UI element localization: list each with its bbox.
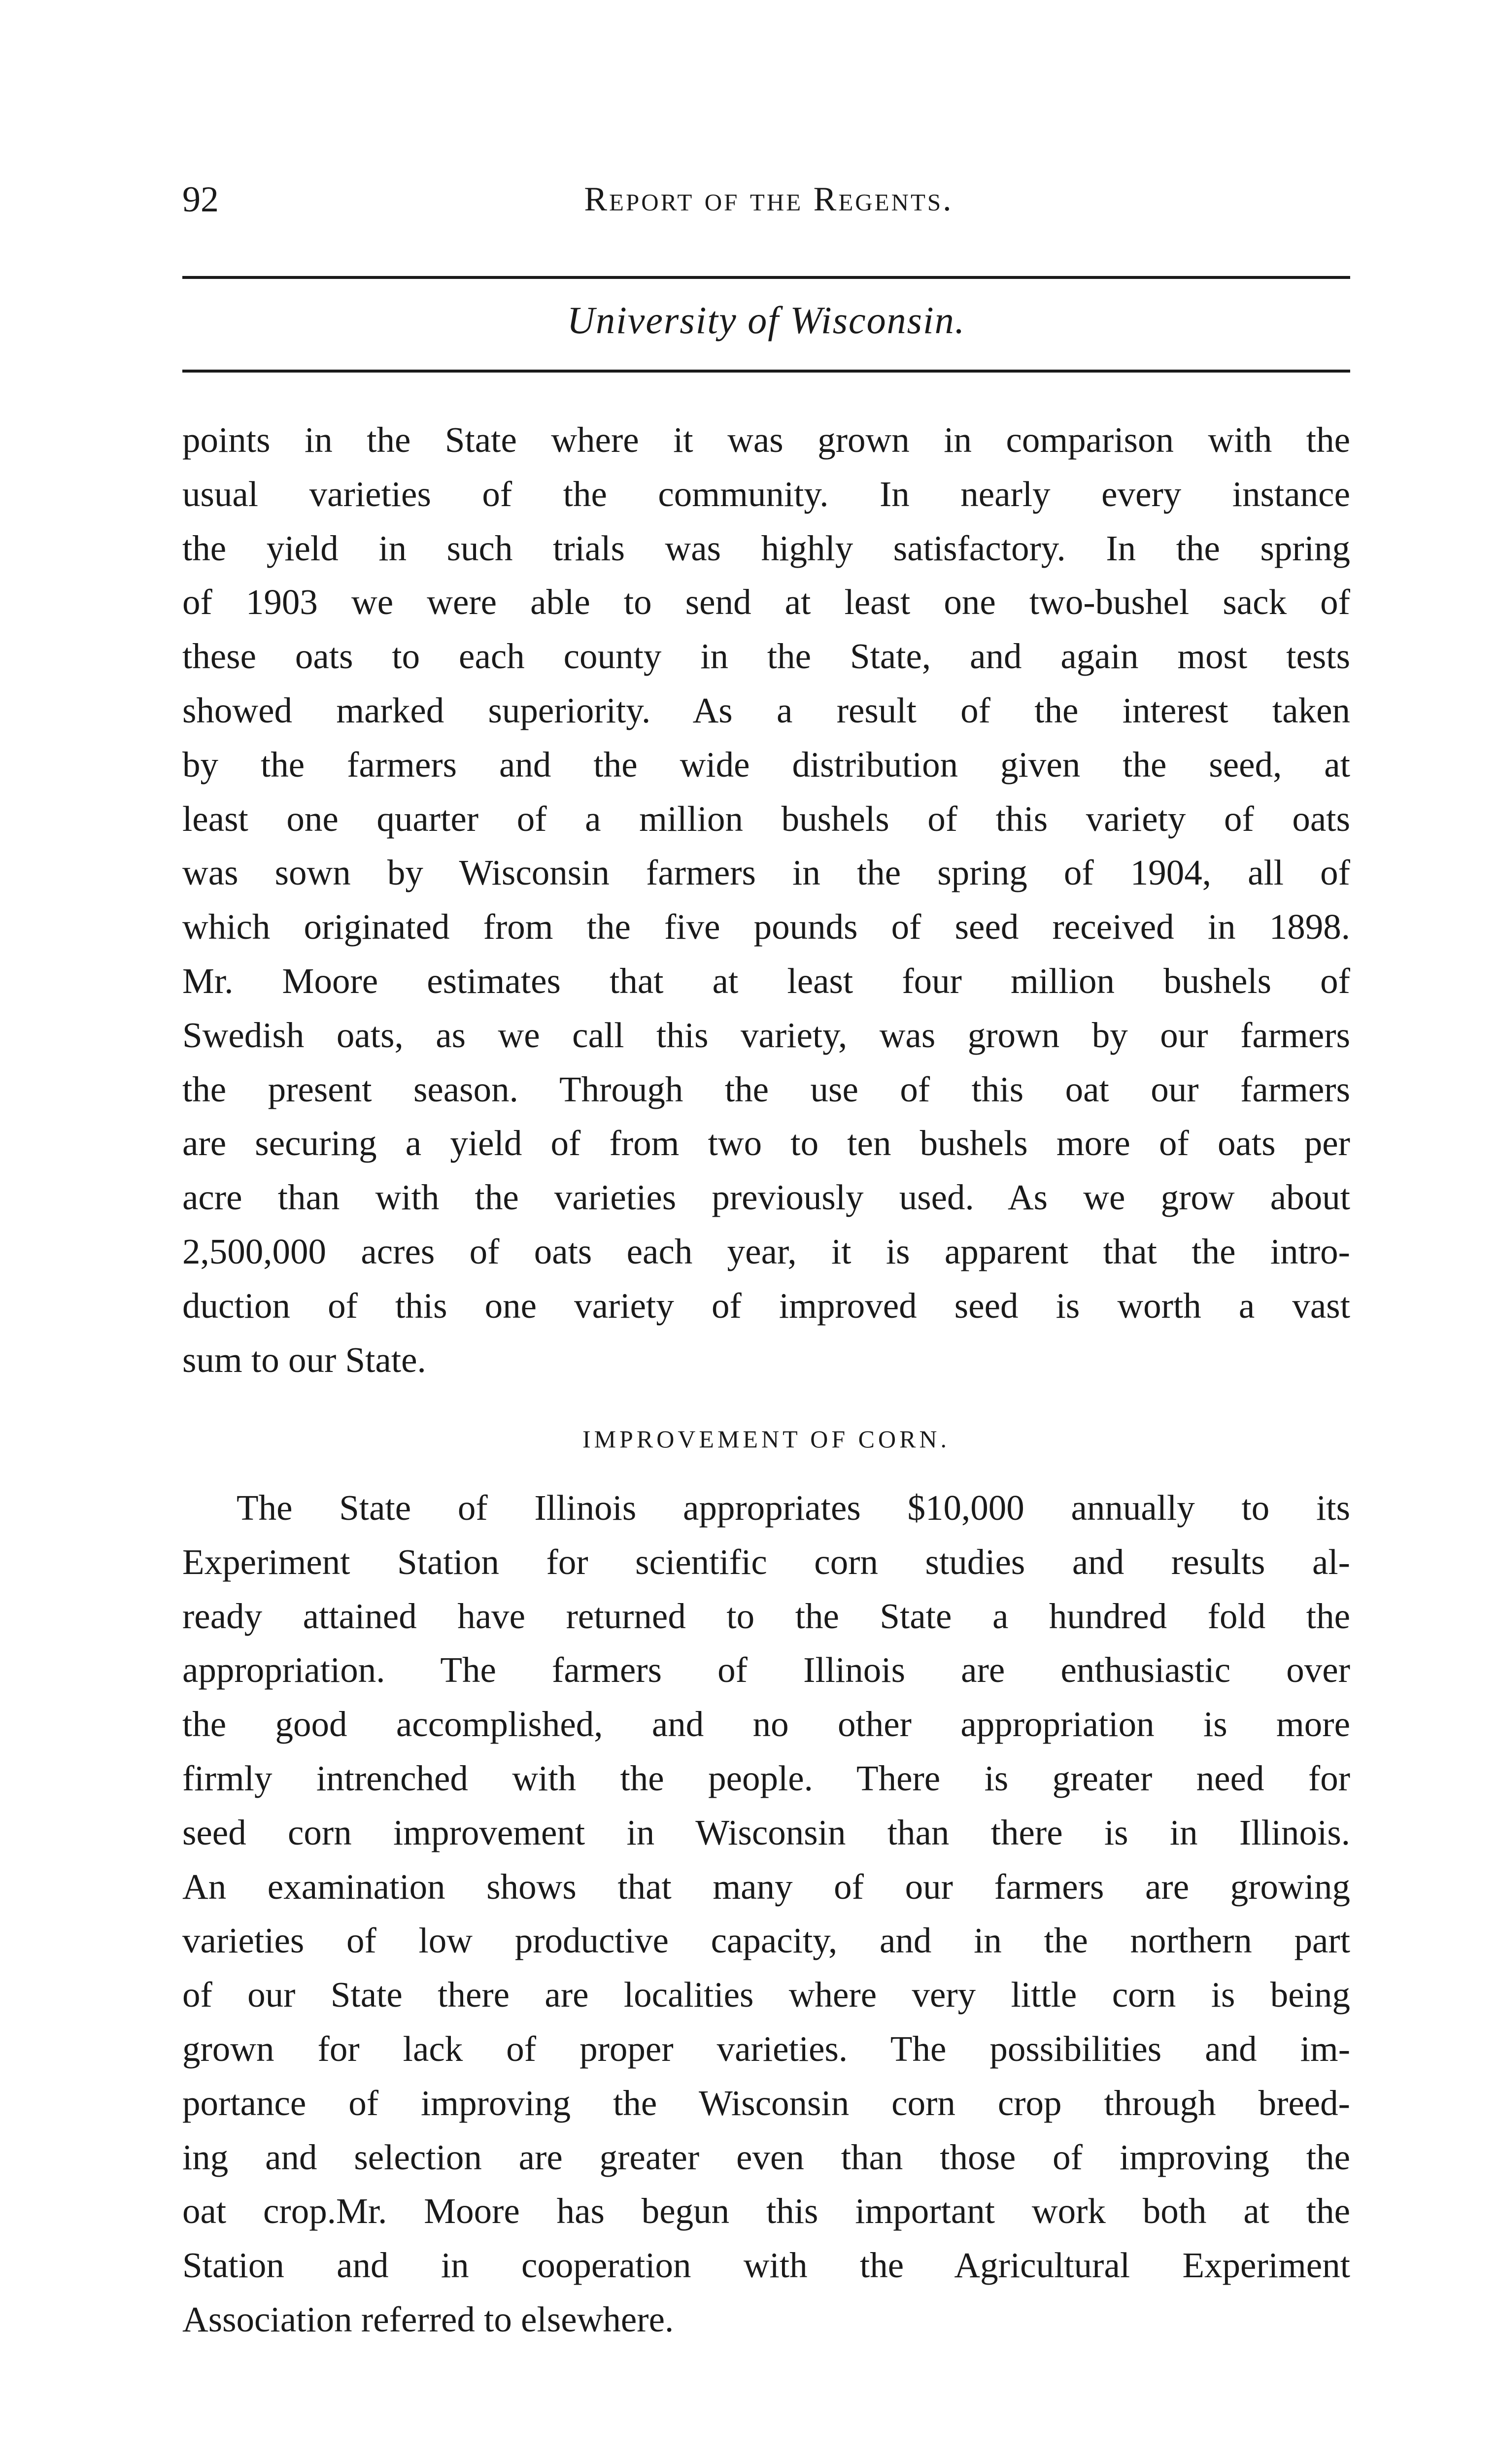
page-header — [182, 175, 1355, 224]
text-line: An examination shows that many of our farmers are growing — [182, 1866, 1350, 1907]
text-line: 2,500,000 acres of oats each year, it is apparent that the intro- — [182, 1231, 1350, 1271]
text-line: which originated from the five pounds of seed received in 1898. — [182, 907, 1350, 947]
text-line: Station and in cooperation with the Agricultural Experiment — [182, 2245, 1350, 2286]
running-head: Report of the Regents. — [584, 180, 953, 218]
text-line: seed corn improvement in Wisconsin than there is in Illinois. — [182, 1812, 1350, 1852]
text-line: Association referred to elsewhere. — [182, 2299, 674, 2339]
paragraph-corn — [182, 1481, 1350, 2347]
text-line: ready attained have returned to the State a hundred fold the — [182, 1596, 1350, 1636]
text-line: was sown by Wisconsin farmers in the spring of 1904, all of — [182, 853, 1350, 893]
text-line: varieties of low productive capacity, and in the northern part — [182, 1920, 1350, 1961]
text-line: are securing a yield of from two to ten bushels more of oats per — [182, 1123, 1350, 1164]
header-rule-bottom — [182, 370, 1350, 373]
text-line: Mr. Moore estimates that at least four million bushels of — [182, 960, 1350, 1001]
text-line: the present season. Through the use of this oat our farmers — [182, 1069, 1350, 1109]
text-line: sum to our State. — [182, 1339, 426, 1380]
subtitle: University of Wisconsin. — [567, 299, 966, 342]
text-line: the good accomplished, and no other appropriation is more — [182, 1704, 1350, 1745]
text-line: firmly intrenched with the people. There is greater need for — [182, 1758, 1350, 1798]
text-line: of our State there are localities where very little corn is being — [182, 1975, 1350, 2015]
paragraph-oats — [182, 413, 1350, 1387]
text-line: the yield in such trials was highly satisfactory. In the spring — [182, 528, 1350, 568]
text-line: duction of this one variety of improved seed is worth a vast — [182, 1285, 1350, 1326]
text-line: grown for lack of proper varieties. The possibilities and im- — [182, 2028, 1350, 2069]
section-heading: IMPROVEMENT OF CORN. — [582, 1425, 951, 1453]
text-line: by the farmers and the wide distribution given the seed, at — [182, 744, 1350, 785]
text-line: showed marked superiority. As a result of the interest taken — [182, 690, 1350, 730]
text-line: acre than with the varieties previously used. As we grow about — [182, 1177, 1350, 1218]
text-line: usual varieties of the community. In nearly every instance — [182, 474, 1350, 514]
page-number: 92 — [182, 179, 219, 220]
header-rule-top — [182, 276, 1350, 279]
text-line: portance of improving the Wisconsin corn crop through breed- — [182, 2083, 1350, 2123]
text-line: least one quarter of a million bushels of this variety of oats — [182, 798, 1350, 839]
text-line: points in the State where it was grown in comparison with the — [182, 420, 1350, 460]
text-line: oat crop.Mr. Moore has begun this important work both at the — [182, 2191, 1350, 2231]
text-line: ing and selection are greater even than those of improving the — [182, 2137, 1350, 2177]
text-line: Swedish oats, as we call this variety, was grown by our farmers — [182, 1015, 1350, 1055]
text-line: The State of Illinois appropriates $10,000 annually to its — [237, 1488, 1350, 1528]
text-line: of 1903 we were able to send at least one two-bushel sack of — [182, 582, 1350, 622]
text-line: appropriation. The farmers of Illinois are enthusiastic over — [182, 1650, 1350, 1690]
text-line: these oats to each county in the State, and again most tests — [182, 636, 1350, 677]
text-line: Experiment Station for scientific corn studies and results al- — [182, 1541, 1350, 1582]
